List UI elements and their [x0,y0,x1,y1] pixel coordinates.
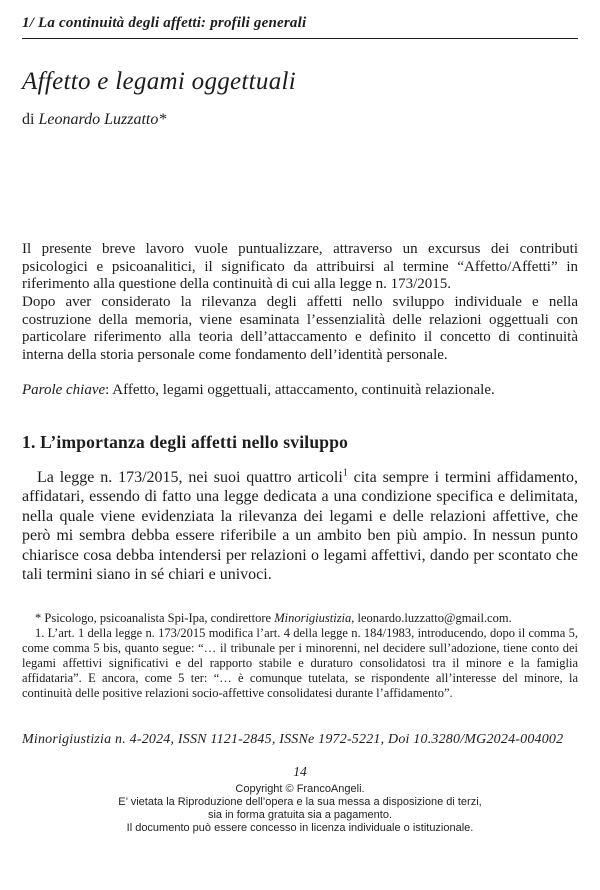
author-name: Leonardo Luzzatto* [38,111,167,128]
footnote-1-reference: 1 [342,467,348,479]
running-head: 1/ La continuità degli affetti: profili generali [22,15,578,39]
byline [22,111,578,129]
footnote-star-text-start: * Psicologo, psicoanalista Spi-Ipa, condirettore [35,610,275,625]
byline-prefix: di [22,111,39,128]
journal-citation-line: Minorigiustizia n. 4-2024, ISSN 1121-2845, ISSNe 1972-5221, Doi 10.3280/MG2024-004002 [22,731,564,747]
paragraph-text-after-footnote-ref: cita sempre i termini affidamento, affidatari, essendo di fatto una legge dedicata a una condizione specifica e delimitata, nella quale viene evidenziata la rilevanza dei legami e delle relazioni affettive, che però mi sembra debba essere riferibile a un ambito ben più ampio. In nessun punto chiarisce cosa debba intendersi per relazioni o legami affettivi, dando per scontato che tali termini siano in sé chiari e univoci. [22,468,578,584]
abstract-paragraph-2: Dopo aver considerato la rilevanza degli affetti nello sviluppo individuale e nella costruzione della memoria, viene esaminata l’essenzialità delle relazioni oggettuali con particolare riferimento alla teoria dell’attaccamento e definito il concetto di continuità interna della storia personale come fondamento dell’identità personale. [22,294,578,364]
paragraph-text-before-footnote-ref: La legge n. 173/2015, nei suoi quattro articoli [37,468,343,486]
keywords-text: : Affetto, legami oggettuali, attaccamento, continuità relazionale. [105,381,495,398]
footnote-author-affiliation [22,611,578,626]
abstract-paragraph-1: Il presente breve lavoro vuole puntualizzare, attraverso un excursus dei contributi psicologici e psicoanalitici, il significato da attribuirsi al termine “Affetto/Affetti” in riferimento alla questione della continuità di cui alla legge n. 173/2015. [22,241,578,293]
page-number: 14 [293,763,307,779]
keywords-line [22,382,578,399]
footnotes-block [22,611,578,701]
article-title: Affetto e legami oggettuali [22,68,297,95]
section-1-heading: 1. L’importanza degli affetti nello sviluppo [22,431,349,452]
copyright-line-2: E’ vietata la Riproduzione dell’opera e la sua messa a disposizione di terzi, [118,796,482,809]
footnote-1: 1. L’art. 1 della legge n. 173/2015 modifica l’art. 4 della legge n. 184/1983, introducendo, dopo il comma 5, come comma 5 bis, quanto segue: “… il tribunale per i minorenni, nel decidere sull’adozione, tiene conto dei legami affettivi significativi e del rapporto stabile e duraturo consolidatosi tra il minore e la famiglia affidataria”. E ancora, come 5 ter: “… è comunque tutelata, se rispondente all’interesse del minore, la continuità delle positive relazioni socio-affettive consolidatesi durante l’affidamento”. [22,625,578,700]
copyright-line-3: sia in forma gratuita sia a pagamento. [207,809,393,822]
copyright-line-1: Copyright © FrancoAngeli. [235,782,365,795]
copyright-block [22,783,578,836]
keywords-label: Parole chiave [22,381,106,398]
footnote-star-text-end: , leonardo.luzzatto@gmail.com. [351,610,512,625]
section-1-paragraph [22,468,578,585]
copyright-line-4: Il documento può essere concesso in licenza individuale o istituzionale. [126,822,474,835]
abstract [22,241,578,365]
journal-name: Minorigiustizia [274,610,352,625]
